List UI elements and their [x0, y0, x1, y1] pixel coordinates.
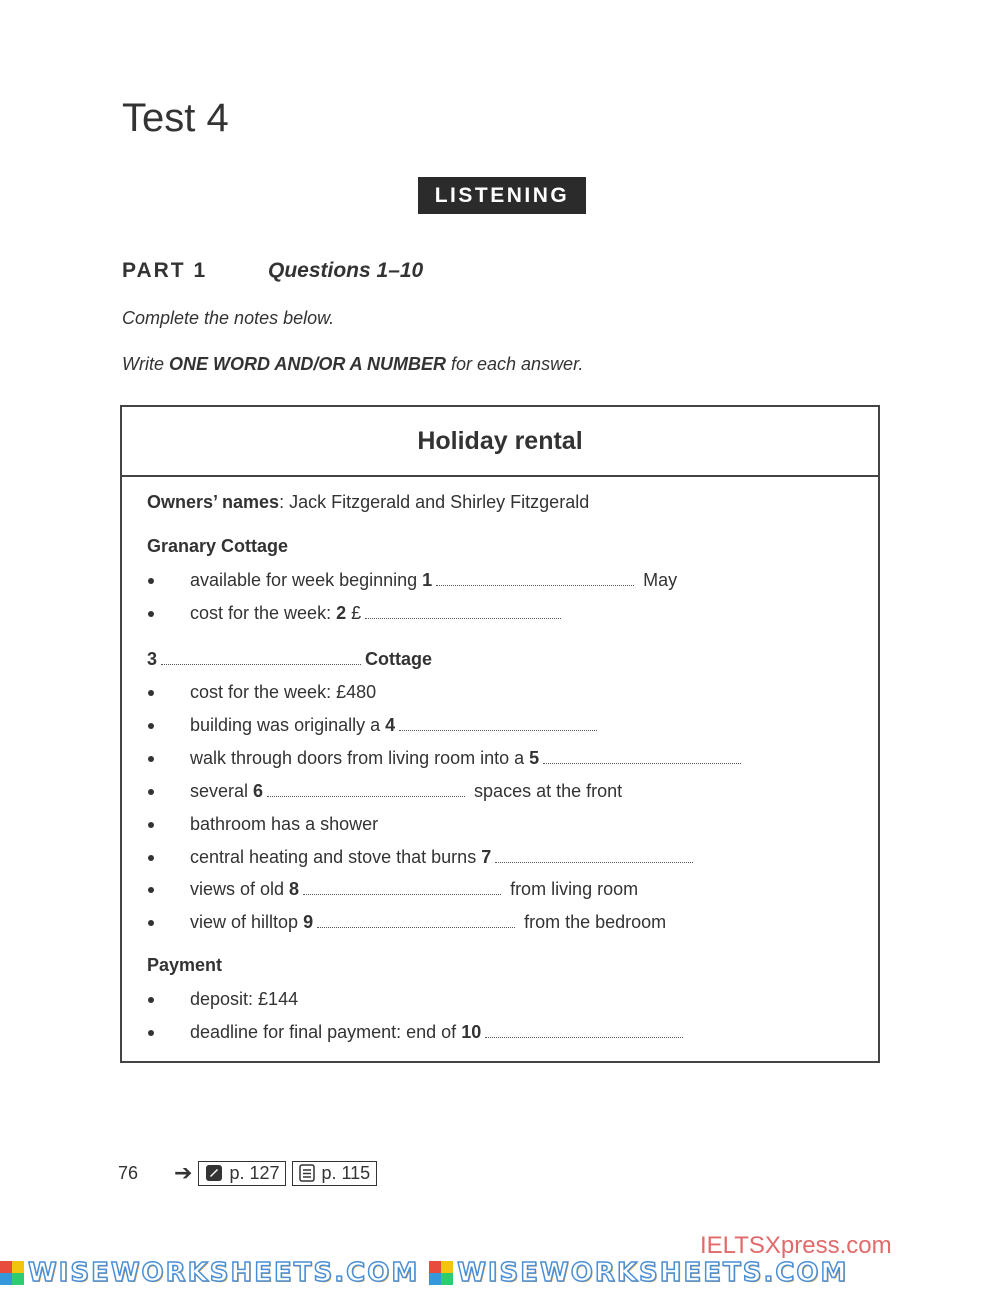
- bullet-icon: [148, 887, 154, 893]
- arrow-right-icon: ➔: [174, 1160, 193, 1185]
- answer-gap-4[interactable]: [399, 729, 597, 731]
- bullet-icon: [148, 822, 154, 828]
- notes-title: Holiday rental: [122, 407, 878, 477]
- bullet-icon: [148, 578, 154, 584]
- bullet-icon: [148, 690, 154, 696]
- brand-logo-icon: [429, 1261, 453, 1285]
- answer-gap-2[interactable]: [365, 617, 561, 619]
- word-limit: ONE WORD AND/OR A NUMBER: [169, 354, 446, 374]
- transcript-ref[interactable]: p. 115: [292, 1161, 377, 1186]
- answer-gap-10[interactable]: [485, 1036, 683, 1038]
- page-number: 76: [118, 1162, 139, 1183]
- cottage-heading: 3 Cottage: [147, 649, 433, 669]
- bullet-icon: [148, 855, 154, 861]
- section-banner: LISTENING: [418, 177, 586, 214]
- bullet-icon: [148, 756, 154, 762]
- payment-heading: Payment: [147, 955, 223, 975]
- bullet-icon: [148, 997, 154, 1003]
- brand-logo-icon: [0, 1261, 24, 1285]
- bullet-icon: [148, 611, 154, 617]
- site-watermark: IELTSXpress.com: [700, 1232, 892, 1259]
- transcript-icon: [299, 1164, 315, 1182]
- answer-key-ref[interactable]: p. 127: [198, 1161, 286, 1186]
- answer-key-icon: [205, 1164, 223, 1182]
- instruction-complete: Complete the notes below.: [122, 308, 335, 328]
- answer-gap-6[interactable]: [267, 795, 465, 797]
- notes-box: Holiday rental Owners’ names: Jack Fitzgerald and Shirley Fitzgerald Granary Cottage available for week beginning 1 May cost for the week: 2 £ 3 Cottage cost for the week: £480 building was originally a 4 walk through doors from living room into a 5 several 6 spaces at the front bathroom has a shower central heating and stove that burns 7 views of old 8 from living room view of hilltop 9 from the bedroom Payment deposit: £144 deadline for final payment: end of 10: [120, 405, 880, 1063]
- bullet-icon: [148, 920, 154, 926]
- questions-range: Questions 1–10: [268, 259, 424, 282]
- instruction-write: Write ONE WORD AND/OR A NUMBER for each answer.: [122, 354, 584, 374]
- answer-gap-7[interactable]: [495, 861, 693, 863]
- page-footer: [118, 1160, 377, 1186]
- brand-text: WISEWORKSHEETS.COM: [457, 1258, 849, 1288]
- answer-gap-1[interactable]: [436, 584, 634, 586]
- bullet-icon: [148, 723, 154, 729]
- answer-gap-3[interactable]: [161, 663, 361, 665]
- brand-text: WISEWORKSHEETS.COM: [28, 1258, 420, 1288]
- part-label: PART 1: [122, 259, 208, 282]
- owners-line: Owners’ names: Jack Fitzgerald and Shirley Fitzgerald: [147, 492, 590, 512]
- answer-gap-5[interactable]: [543, 762, 741, 764]
- test-title: Test 4: [122, 96, 229, 140]
- bullet-icon: [148, 789, 154, 795]
- part-heading: [122, 259, 423, 283]
- granary-heading: Granary Cottage: [147, 536, 289, 556]
- answer-gap-8[interactable]: [303, 893, 501, 895]
- brand-watermark: [0, 1255, 1000, 1291]
- answer-gap-9[interactable]: [317, 926, 515, 928]
- bullet-icon: [148, 1030, 154, 1036]
